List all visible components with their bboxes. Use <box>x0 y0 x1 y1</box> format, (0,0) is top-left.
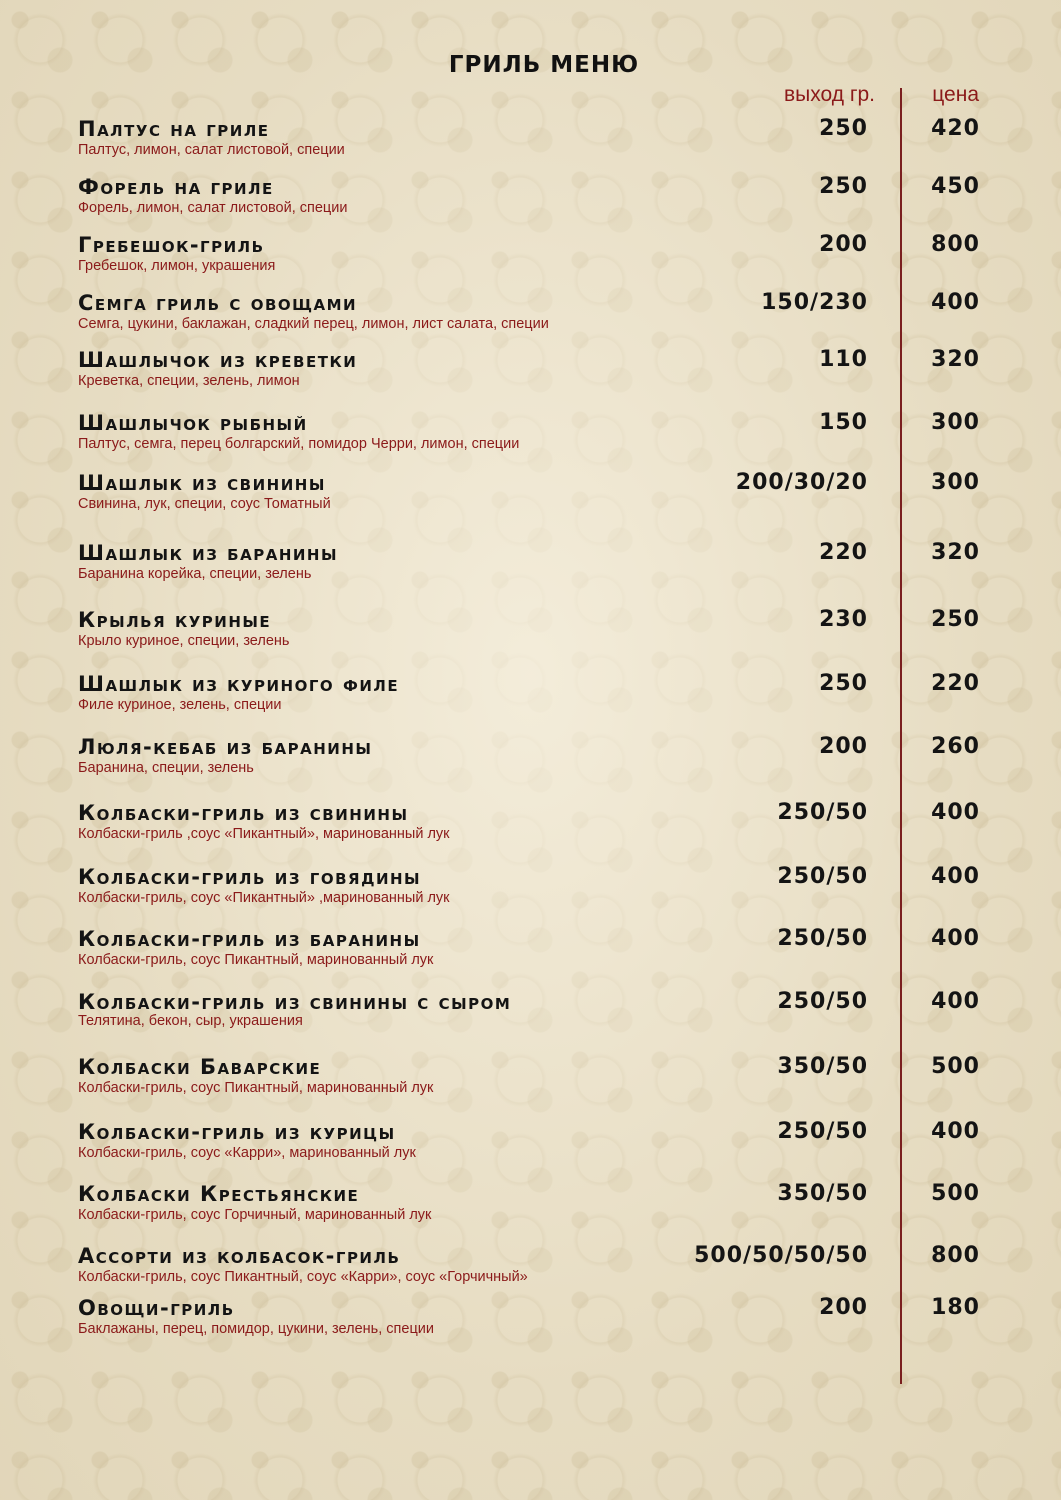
menu-item <box>78 233 983 283</box>
item-description: Гребешок, лимон, украшения <box>78 258 276 274</box>
item-price: 180 <box>931 1295 980 1320</box>
item-weight: 200 <box>819 1295 868 1320</box>
menu-item <box>78 1296 983 1346</box>
item-name: Форель на гриле <box>78 175 274 199</box>
item-name: Шашлык из куриного филе <box>78 672 400 696</box>
item-description: Палтус, лимон, салат листовой, специи <box>78 142 345 158</box>
item-description: Колбаски-гриль, соус Пикантный, соус «Карри», соус «Горчичный» <box>78 1269 528 1285</box>
item-weight: 150 <box>819 410 868 435</box>
item-price: 500 <box>931 1181 980 1206</box>
item-price: 450 <box>931 174 980 199</box>
item-weight: 200 <box>819 734 868 759</box>
item-price: 320 <box>931 347 980 372</box>
item-price: 220 <box>931 671 980 696</box>
item-name: Шашлычок рыбный <box>78 411 308 435</box>
item-name: Крылья куриные <box>78 608 272 632</box>
item-weight: 250/50 <box>777 989 868 1014</box>
item-name: Люля-кебаб из баранины <box>78 735 373 759</box>
item-description: Колбаски-гриль, соус «Карри», маринованный лук <box>78 1145 416 1161</box>
item-description: Палтус, семга, перец болгарский, помидор Черри, лимон, специи <box>78 436 520 452</box>
item-name: Шашлычок из креветки <box>78 348 358 372</box>
menu-item <box>78 541 983 591</box>
item-description: Свинина, лук, специи, соус Томатный <box>78 496 331 512</box>
item-description: Креветка, специи, зелень, лимон <box>78 373 300 389</box>
item-name: Колбаски-гриль из баранины <box>78 927 421 951</box>
menu-item <box>78 348 983 398</box>
item-description: Колбаски-гриль ,соус «Пикантный», маринованный лук <box>78 826 450 842</box>
item-weight: 500/50/50/50 <box>694 1243 868 1268</box>
item-price: 800 <box>931 232 980 257</box>
item-price: 400 <box>931 926 980 951</box>
item-description: Телятина, бекон, сыр, украшения <box>78 1013 303 1029</box>
menu-item <box>78 927 983 977</box>
item-weight: 150/230 <box>761 290 868 315</box>
item-weight: 110 <box>819 347 868 372</box>
item-price: 400 <box>931 1119 980 1144</box>
item-name: Овощи-гриль <box>78 1296 235 1320</box>
item-description: Семга, цукини, баклажан, сладкий перец, лимон, лист салата, специи <box>78 316 549 332</box>
menu-item <box>78 1182 983 1232</box>
item-weight: 250 <box>819 174 868 199</box>
item-name: Шашлык из свинины <box>78 471 326 495</box>
weight-column-header: выход гр. <box>784 83 875 106</box>
item-name: Колбаски Крестьянские <box>78 1182 360 1206</box>
item-price: 500 <box>931 1054 980 1079</box>
item-name: Колбаски-гриль из говядины <box>78 865 422 889</box>
item-description: Филе куриное, зелень, специи <box>78 697 282 713</box>
item-weight: 200 <box>819 232 868 257</box>
item-name: Колбаски-гриль из свинины <box>78 801 409 825</box>
item-name: Колбаски Баварские <box>78 1055 322 1079</box>
menu-item <box>78 1120 983 1170</box>
item-weight: 220 <box>819 540 868 565</box>
item-price: 400 <box>931 800 980 825</box>
item-name: Шашлык из баранины <box>78 541 339 565</box>
item-description: Форель, лимон, салат листовой, специи <box>78 200 348 216</box>
menu-item <box>78 865 983 915</box>
item-weight: 250 <box>819 116 868 141</box>
item-description: Колбаски-гриль, соус «Пикантный» ,маринованный лук <box>78 890 450 906</box>
item-price: 400 <box>931 290 980 315</box>
item-description: Баранина корейка, специи, зелень <box>78 566 312 582</box>
item-description: Баранина, специи, зелень <box>78 760 254 776</box>
page-title: ГРИЛЬ МЕНЮ <box>448 52 640 78</box>
menu-item <box>78 672 983 722</box>
item-weight: 350/50 <box>777 1054 868 1079</box>
item-name: Гребешок-гриль <box>78 233 265 257</box>
item-name: Колбаски-гриль из курицы <box>78 1120 396 1144</box>
menu-item <box>78 1055 983 1105</box>
item-description: Крыло куриное, специи, зелень <box>78 633 290 649</box>
item-price: 260 <box>931 734 980 759</box>
item-price: 420 <box>931 116 980 141</box>
price-column-header: цена <box>932 83 979 106</box>
menu-item <box>78 117 983 167</box>
item-description: Колбаски-гриль, соус Пикантный, маринованный лук <box>78 952 434 968</box>
item-name: Колбаски-гриль из свинины с сыром <box>78 990 512 1014</box>
item-weight: 250/50 <box>777 926 868 951</box>
menu-item <box>78 1244 983 1294</box>
item-weight: 250 <box>819 671 868 696</box>
menu-item <box>78 608 983 658</box>
item-description: Баклажаны, перец, помидор, цукини, зелень, специи <box>78 1321 434 1337</box>
menu-item <box>78 175 983 225</box>
item-weight: 230 <box>819 607 868 632</box>
item-price: 800 <box>931 1243 980 1268</box>
item-price: 300 <box>931 410 980 435</box>
item-description: Колбаски-гриль, соус Горчичный, маринованный лук <box>78 1207 432 1223</box>
item-name: Палтус на гриле <box>78 117 270 141</box>
menu-item <box>78 471 983 521</box>
menu-item <box>78 990 983 1040</box>
item-name: Семга гриль с овощами <box>78 291 358 315</box>
item-price: 320 <box>931 540 980 565</box>
item-price: 250 <box>931 607 980 632</box>
item-name: Ассорти из колбасок-гриль <box>78 1244 401 1268</box>
item-weight: 350/50 <box>777 1181 868 1206</box>
item-weight: 250/50 <box>777 800 868 825</box>
item-weight: 250/50 <box>777 864 868 889</box>
menu-item <box>78 411 983 461</box>
item-weight: 200/30/20 <box>735 470 868 495</box>
item-price: 300 <box>931 470 980 495</box>
menu-item <box>78 291 983 341</box>
menu-item <box>78 735 983 785</box>
item-price: 400 <box>931 989 980 1014</box>
item-price: 400 <box>931 864 980 889</box>
menu-item <box>78 801 983 851</box>
item-weight: 250/50 <box>777 1119 868 1144</box>
item-description: Колбаски-гриль, соус Пикантный, маринованный лук <box>78 1080 434 1096</box>
